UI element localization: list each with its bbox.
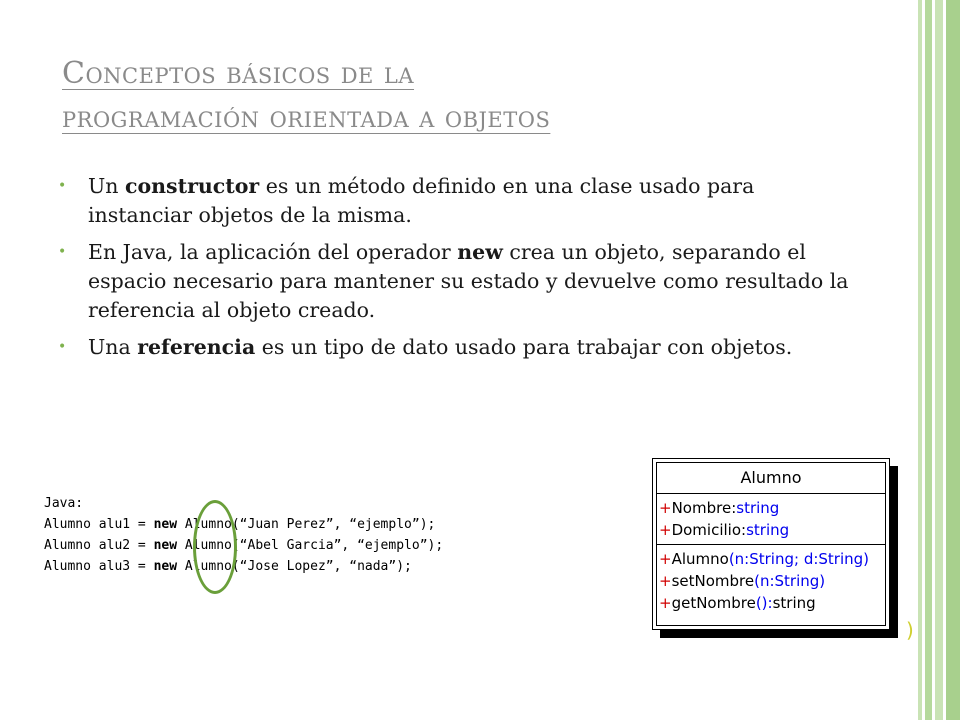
code-block xyxy=(44,493,443,577)
code-header: Java: xyxy=(44,496,84,511)
paren-glyph-icon: ) xyxy=(906,618,914,642)
uml-class-frame xyxy=(656,462,886,626)
bullet-text: Un xyxy=(88,174,125,198)
code-text: Alumno alu2 = xyxy=(44,538,154,553)
slide-title xyxy=(62,52,882,140)
code-text: Alumno(“Jose Lopez”, “nada”); xyxy=(177,559,412,574)
code-line xyxy=(44,538,443,553)
decor-bar-1 xyxy=(918,0,922,720)
uml-member-name: getNombre xyxy=(671,594,756,612)
uml-member-name: Domicilio xyxy=(671,521,742,539)
uml-params: (n:String; d:String) xyxy=(728,550,870,568)
uml-visibility: + xyxy=(659,572,672,590)
uml-visibility: + xyxy=(659,521,672,539)
bullet-text: Una xyxy=(88,335,138,359)
uml-return-type: string xyxy=(772,594,816,612)
uml-member-name: Alumno xyxy=(671,550,729,568)
slide-title-line-1: Conceptos básicos de la xyxy=(62,56,415,91)
code-text: Alumno alu3 = xyxy=(44,559,154,574)
uml-method xyxy=(659,592,885,614)
decor-bar-4 xyxy=(946,0,960,720)
bullet-text: es un tipo de dato usado para trabajar con objetos. xyxy=(255,335,793,359)
slide-title-line-2: programación orientada a objetos xyxy=(62,100,551,135)
uml-visibility: + xyxy=(659,499,672,517)
uml-separator: : xyxy=(731,499,737,517)
bullet-keyword: constructor xyxy=(125,174,260,198)
decor-bar-2 xyxy=(925,0,932,720)
bullet-item xyxy=(58,172,858,230)
uml-class-name: Alumno xyxy=(657,463,885,494)
uml-method xyxy=(659,548,885,570)
uml-member-name: setNombre xyxy=(671,572,755,590)
uml-params: (n:String) xyxy=(754,572,826,590)
code-keyword: new xyxy=(153,559,178,574)
uml-visibility: + xyxy=(659,594,672,612)
bullet-list xyxy=(58,172,858,370)
code-keyword: new xyxy=(153,538,178,553)
code-line xyxy=(44,517,435,532)
bullet-item xyxy=(58,238,858,325)
new-keyword-highlight-oval xyxy=(193,500,237,594)
bullet-dot-icon: • xyxy=(58,244,67,260)
code-text: Alumno(“Juan Perez”, “ejemplo”); xyxy=(177,517,436,532)
bullet-dot-icon: • xyxy=(58,178,67,194)
uml-methods xyxy=(657,545,885,617)
uml-attributes xyxy=(657,494,885,545)
uml-class-diagram xyxy=(652,458,890,630)
code-keyword: new xyxy=(153,517,178,532)
bullet-text: es un método definido en una clase usado para instanciar objetos de la misma. xyxy=(88,174,755,227)
bullet-item xyxy=(58,333,858,362)
bullet-keyword: referencia xyxy=(137,335,256,359)
bullet-text: En Java, la aplicación del operador xyxy=(88,240,458,264)
uml-separator: : xyxy=(741,521,747,539)
decor-bar-3 xyxy=(935,0,943,720)
uml-attribute xyxy=(659,519,885,541)
code-text: Alumno(“Abel Garcia”, “ejemplo”); xyxy=(177,538,444,553)
uml-type: string xyxy=(746,521,790,539)
uml-method xyxy=(659,570,885,592)
uml-member-name: Nombre xyxy=(671,499,732,517)
uml-attribute xyxy=(659,497,885,519)
uml-type: string xyxy=(736,499,780,517)
uml-params: (): xyxy=(755,594,773,612)
bullet-text: crea un objeto, separando el espacio necesario para mantener su estado y devuelve como resultado la referencia al objeto creado. xyxy=(88,240,849,322)
bullet-keyword: new xyxy=(457,240,503,264)
uml-visibility: + xyxy=(659,550,672,568)
code-text: Alumno alu1 = xyxy=(44,517,154,532)
bullet-dot-icon: • xyxy=(58,339,67,355)
